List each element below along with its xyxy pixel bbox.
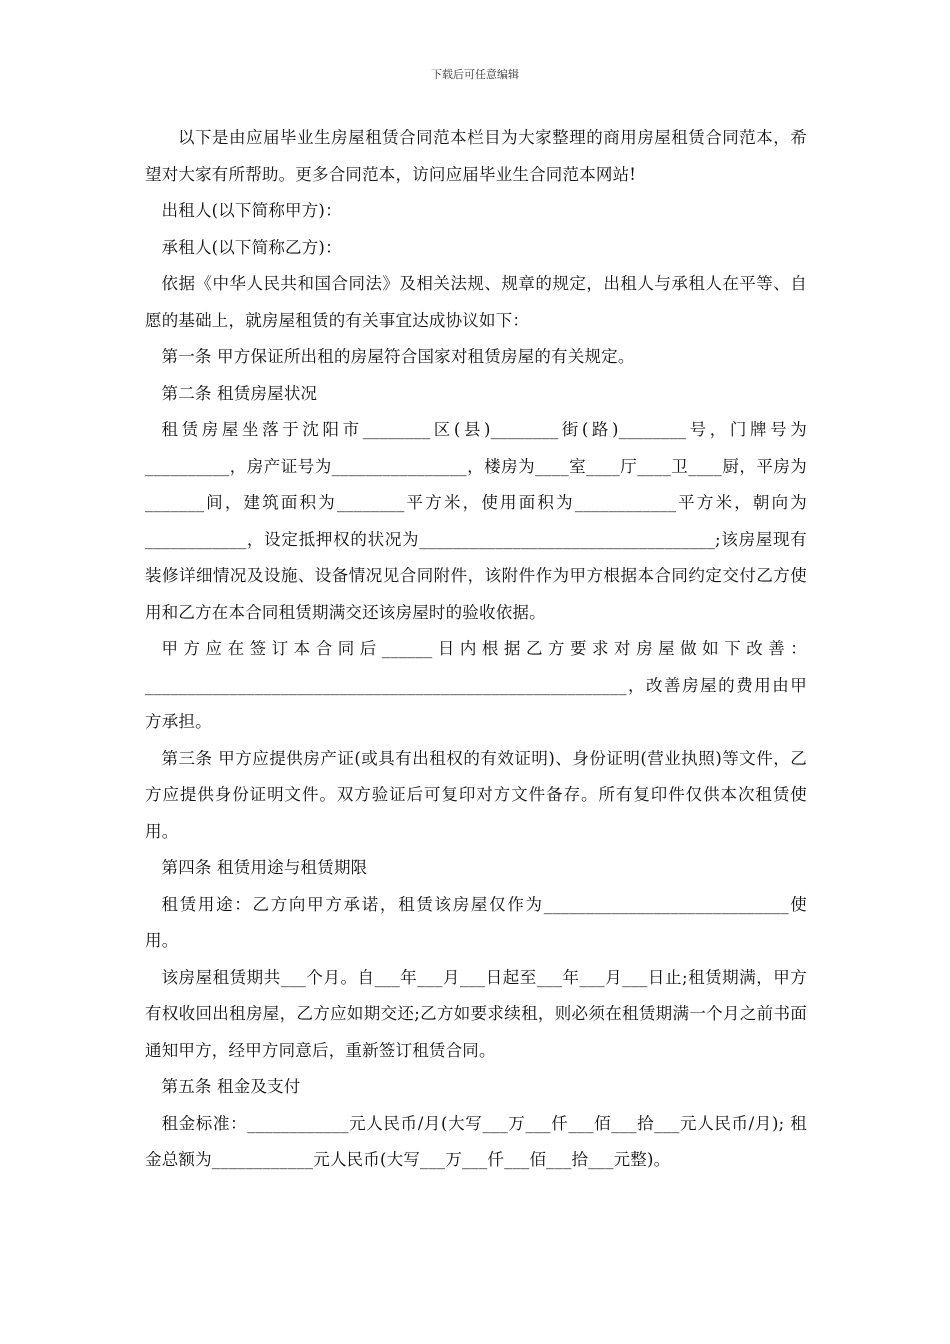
article-5-heading: 第五条 租金及支付: [161, 1077, 301, 1096]
legal-basis-paragraph: 依据《中华人民共和国合同法》及相关法规、规章的规定，出租人与承租人在平等、自愿的基础上，就房屋租赁的有关事宜达成协议如下：: [145, 274, 807, 330]
lessor-line: 出租人(以下简称甲方)：: [161, 201, 342, 220]
article-4-heading: 第四条 租赁用途与租赁期限: [161, 858, 368, 877]
property-details-paragraph: 租赁房屋坐落于沈阳市________区(县)________街(路)________号，门牌号为__________，房产证号为________________，楼房为____室____厅____卫____厨，平房为_______间，建筑面积为________平方米，使用面积为____________平方米，朝向为____________，设定抵押权的状况为___________________________________;该房屋现有装修详细情况及设施、设备情况见合同附件，该附件作为甲方根据本合同约定交付乙方使用和乙方在本合同租赁期满交还该房屋时的验收依据。: [145, 420, 807, 622]
article-2-heading: 第二条 租赁房屋状况: [161, 383, 318, 403]
page-header-note: 下载后可任意编辑: [431, 68, 519, 81]
improvement-paragraph: 甲方应在签订本合同后______日内根据乙方要求对房屋做如下改善：_________________________________________________________，改善房屋的费用由甲方承担。: [145, 639, 807, 731]
lessee-line: 承租人(以下简称乙方)：: [161, 237, 342, 257]
article-3: 第三条 甲方应提供房产证(或具有出租权的有效证明)、身份证明(营业执照)等文件，乙方应提供身份证明文件。双方验证后可复印对方文件备存。所有复印件仅供本次租赁使用。: [145, 748, 807, 841]
contract-body: [145, 120, 807, 1179]
lease-term-paragraph: 该房屋租赁期共___个月。自___年___月___日起至___年___月___日止;租赁期满，甲方有权收回出租房屋，乙方应如期交还;乙方如要求续租，则必须在租赁期满一个月之前书面通知甲方，经甲方同意后，重新签订租赁合同。: [145, 967, 807, 1060]
article-1: 第一条 甲方保证所出租的房屋符合国家对租赁房屋的有关规定。: [161, 347, 635, 366]
lease-purpose-paragraph: 租赁用途：乙方向甲方承诺，租赁该房屋仅作为_____________________________使用。: [145, 894, 807, 950]
rent-standard-paragraph: 租金标准：____________元人民币/月(大写___万___仟___佰___拾___元人民币/月); 租金总额为____________元人民币(大写___万___仟___佰___拾___元整)。: [145, 1113, 807, 1169]
intro-paragraph: 以下是由应届毕业生房屋租赁合同范本栏目为大家整理的商用房屋租赁合同范本，希望对大家有所帮助。更多合同范本，访问应届毕业生合同范本网站!: [145, 128, 807, 184]
